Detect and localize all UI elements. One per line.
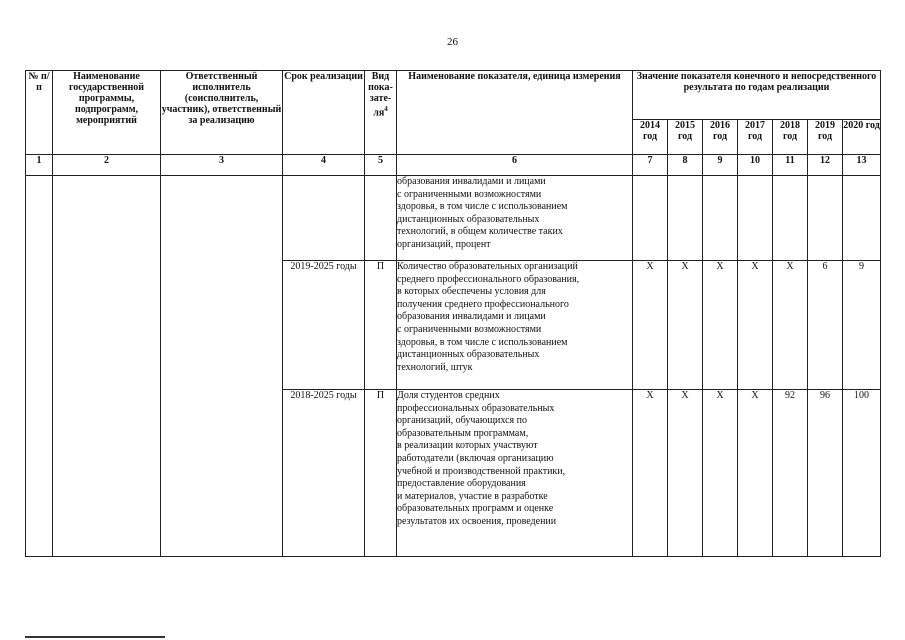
cell-value: 96 <box>808 390 843 557</box>
header-number: № п/п <box>26 71 53 155</box>
cell-program <box>53 176 161 557</box>
header-period: Срок реализации <box>283 71 365 155</box>
cell-value <box>668 176 703 261</box>
header-indicator-type <box>365 71 397 155</box>
column-number: 7 <box>633 155 668 176</box>
column-number: 6 <box>397 155 633 176</box>
cell-value <box>843 176 881 261</box>
column-number: 5 <box>365 155 397 176</box>
header-year: 2017 год <box>738 120 773 155</box>
column-number: 8 <box>668 155 703 176</box>
cell-value <box>633 176 668 261</box>
header-year: 2014 год <box>633 120 668 155</box>
cell-value: Х <box>668 390 703 557</box>
header-program: Наименование государственной программы, подпрограмм, мероприятий <box>53 71 161 155</box>
header-indicator-name: Наименование показателя, единица измерения <box>397 71 633 155</box>
column-number: 1 <box>26 155 53 176</box>
footnote-marker: 4 <box>384 105 388 113</box>
cell-executor <box>161 176 283 557</box>
cell-value: 100 <box>843 390 881 557</box>
column-number: 12 <box>808 155 843 176</box>
column-number: 13 <box>843 155 881 176</box>
column-number: 3 <box>161 155 283 176</box>
column-number: 4 <box>283 155 365 176</box>
cell-value <box>738 176 773 261</box>
cell-period <box>283 176 365 261</box>
cell-value: Х <box>668 261 703 390</box>
page-number: 26 <box>447 36 458 48</box>
column-number: 11 <box>773 155 808 176</box>
cell-value: Х <box>738 261 773 390</box>
cell-indicator-type: П <box>365 261 397 390</box>
header-year: 2020 год <box>843 120 881 155</box>
cell-value: Х <box>633 390 668 557</box>
column-number: 9 <box>703 155 738 176</box>
cell-period: 2019-2025 годы <box>283 261 365 390</box>
header-year: 2016 год <box>703 120 738 155</box>
cell-value: 9 <box>843 261 881 390</box>
header-year: 2018 год <box>773 120 808 155</box>
header-year: 2015 год <box>668 120 703 155</box>
header-year: 2019 год <box>808 120 843 155</box>
cell-value <box>773 176 808 261</box>
column-number: 10 <box>738 155 773 176</box>
cell-value <box>703 176 738 261</box>
cell-value: Х <box>738 390 773 557</box>
header-row <box>26 71 881 120</box>
bottom-rule <box>25 636 165 638</box>
cell-period: 2018-2025 годы <box>283 390 365 557</box>
cell-value: Х <box>773 261 808 390</box>
cell-value <box>808 176 843 261</box>
indicators-table <box>25 70 881 557</box>
cell-indicator-name: Доля студентов средних профессиональных образовательных организаций, обучающихся по образовательным программам, в реализации которых участвуют работодатели (включая организацию учебной и производственной практики, предоставление оборудования и материалов, участие в разработке образовательных программ и оценке результатов их освоения, проведении <box>397 390 633 557</box>
column-numbers-row <box>26 155 881 176</box>
cell-value: Х <box>703 261 738 390</box>
cell-indicator-type: П <box>365 390 397 557</box>
column-number: 2 <box>53 155 161 176</box>
cell-indicator-name: Количество образовательных организаций среднего профессионального образования, в которых обеспечены условия для получения среднего профессионального образования инвалидами и лицами с ограниченными возможностями здоровья, в том числе с использованием дистанционных образовательных технологий, штук <box>397 261 633 390</box>
table-row <box>26 176 881 261</box>
cell-number <box>26 176 53 557</box>
header-executor: Ответственный исполнитель (соисполнитель, участник), ответственный за реализацию <box>161 71 283 155</box>
cell-value: Х <box>703 390 738 557</box>
header-values-group: Значение показателя конечного и непосредственного результата по годам реализации <box>633 71 881 120</box>
cell-value: 92 <box>773 390 808 557</box>
cell-value: Х <box>633 261 668 390</box>
cell-indicator-type <box>365 176 397 261</box>
header-indicator-type-text: Вид пока-зате-ля <box>368 71 393 119</box>
cell-value: 6 <box>808 261 843 390</box>
cell-indicator-name: образования инвалидами и лицами с ограниченными возможностями здоровья, в том числе с использованием дистанционных образовательных технологий, в общем количестве таких организаций, процент <box>397 176 633 261</box>
